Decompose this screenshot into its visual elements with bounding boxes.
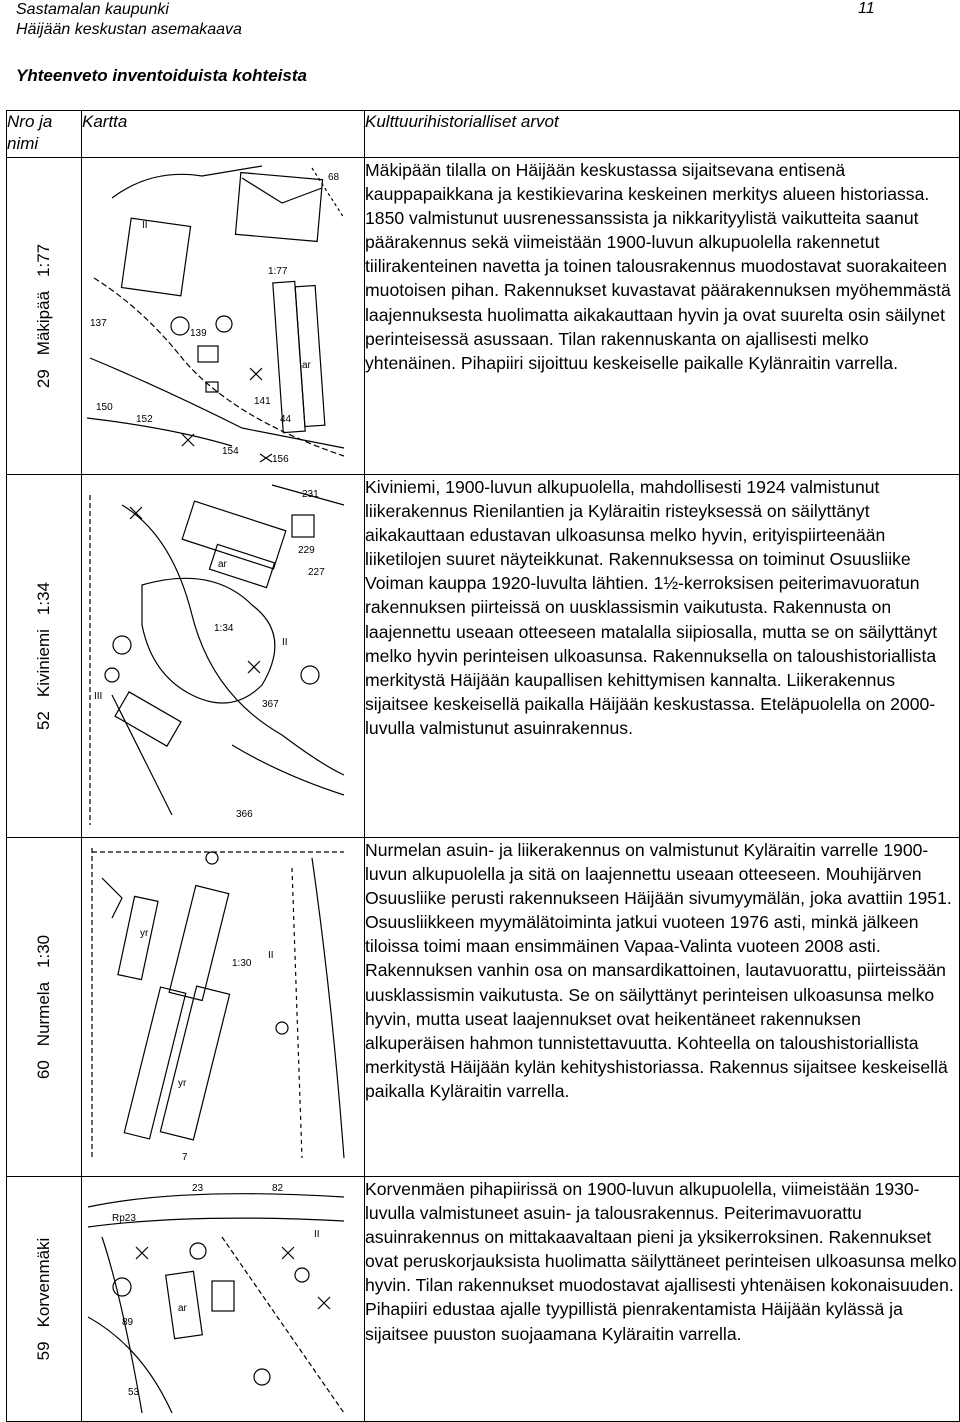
map-label: 154 [222,446,239,457]
map-label: 68 [328,172,340,183]
map-label: 152 [136,414,153,425]
table-row [7,158,960,475]
header-municipality: Sastamalan kaupunki [16,1,169,18]
map-label: III [94,691,103,702]
site-name: 52Kiviniemi1:34 [34,581,53,731]
col-header-map: Kartta [82,111,365,158]
cultural-value-text: Nurmelan asuin- ja liikerakennus on valmistunut Kyläraitin varrelle 1900-luvun alkupuolella ja sitä on laajennettu useaan otteeseen. Mouhijärven Osuusliike perusti rakennukseen Häijään sivumyymälän, joka avattiin 1951. Osuusliikkeen myymälätoiminta jatkui vuoteen 1976 asti, minkä jälkeen tiloissa toimi maan ensimmäinen Vapaa-Valinta vuoteen 2008 asti. Rakennuksen vanhin osa on mansardikattoinen, lautavuorattu, piirteissään uusklassismin vaikutusta. Se on säilyttänyt perinteisen ulkoasunsa melko hyvin, mutta useat laajennukset ovat heikentäneet rakennuksen alkuperäisen hahmon tunnistettavuutta. Kohteella on taloushistoriallista merkitystä Häijään kylän kehityshistoriassa. Rakennus sijaitsee keskeisellä paikalla Kyläraitin varrella. [365,838,960,1177]
map-label: 1:30 [232,958,252,969]
map-label: 231 [302,489,319,500]
name-cell [7,475,82,838]
map-label: 367 [262,699,279,710]
map-label: 229 [298,545,315,556]
map-label: 227 [308,567,325,578]
map-label: 89 [122,1317,134,1328]
map-label: II [142,220,148,231]
map-cell [82,838,365,1177]
name-cell [7,158,82,475]
cultural-value-text: Mäkipään tilalla on Häijään keskustassa sijaitsevana entisenä kauppapaikkana ja kestikievarina keskeinen merkitys alueen historiassa. 1850 valmistunut uusrenessanssista ja nikkarityylistä vaikutteita saanut päärakennus sekä viimeistään 1900-luvun alkupuolella rakennetut tiilirakenteinen navetta ja toinen talousrakennus muodostavat suorakaiteen muotoisen pihan. Rakennukset kuvastavat päärakennuksen myöhemmästä laajennuksesta huolimatta aikakauttaan hyvin ja ovat suurelta osin säilynet perinteisessä asussaan. Tilan rakennuskanta on ajallisesti melko yhtenäinen. Pihapiiri sijoittuu keskeiselle paikalle Kylänraitin varrella. [365,158,960,475]
name-cell [7,1177,82,1422]
map-label: yr [140,928,149,939]
map-label: 139 [190,328,207,339]
name-cell [7,838,82,1177]
map-cell [82,158,365,475]
site-map-makipaa [82,158,354,464]
map-label: ar [218,559,227,570]
map-label: 44 [280,414,292,425]
site-map-kiviniemi [82,475,354,829]
table-row [7,1177,960,1422]
header-plan-name: Häijään keskustan asemakaava [16,21,242,38]
site-name: 29Mäkipää1:77 [34,243,53,389]
map-label: 141 [254,396,271,407]
map-cell [82,1177,365,1422]
site-name: 59Korvenmäki [34,1237,53,1361]
page-title: Yhteenveto inventoiduista kohteista [16,66,307,85]
map-label: 137 [90,318,107,329]
map-label: ar [178,1303,187,1314]
map-label: 366 [236,809,253,820]
map-label: II [314,1229,320,1240]
map-label: Rp23 [112,1213,136,1224]
map-label: 1:77 [268,266,288,277]
map-label: ar [302,360,311,371]
site-map-nurmela [82,838,354,1168]
map-label: II [268,950,274,961]
cultural-value-text: Kiviniemi, 1900-luvun alkupuolella, mahdollisesti 1924 valmistunut liikerakennus Rienilantien ja Kyläraitin risteyksessä on säilyttänyt aikakauttaan edustavan ulkoasunsa melko hyvin, erityispiirteenään liiketilojen suuret näyteikkunat. Rakennuksessa on toiminut Osuusliike Voiman kauppa 1920-luvulta lähtien. 1½-kerroksisen peiterimavuoratun rakennuksen piirteissä on uusklassismin vaikutusta. Rakennusta on laajennettu useaan otteeseen matalalla siipiosalla, mutta se on säilyttänyt melko hyvin perinteisen ulkoasunsa. Rakennuksella on taloushistoriallista merkitystä Häijään kaupallisen kehittymisen kannalta. Liikerakennus sijaitsee keskeisellä paikalla Häijään keskustassa. Eteläpuolella on 2000-luvulla valmistunut asuinrakennus. [365,475,960,838]
map-cell [82,475,365,838]
table-row [7,838,960,1177]
cultural-value-text: Korvenmäen pihapiirissä on 1900-luvun alkupuolella, viimeistään 1930-luvulla valmistuneet asuin- ja talousrakennus. Peiterimavuorattu asuinrakennus on mittakaavaltaan pieni ja yksikerroksinen. Rakennukset ovat peruskorjauksista huolimatta säilyttäneet perinteisen ulkoasunsa melko hyvin. Tilan rakennukset muodostavat ajallisesti yhtenäisen kokonaisuuden. Pihapiiri edustaa ajalle tyypillistä pienrakentamista Häijään kylässä ja sijaitsee puuston suojaamana Kyläraitin varrella. [365,1177,960,1422]
site-map-korvenmaki [82,1177,354,1413]
site-name: 60Nurmela1:30 [34,934,53,1080]
map-label: yr [178,1078,187,1089]
map-label: 1:34 [214,623,234,634]
map-label: 156 [272,454,289,464]
col-header-number-name: Nro ja nimi [7,111,82,158]
map-label: 150 [96,402,113,413]
map-label: II [282,637,288,648]
map-label: 53 [128,1387,140,1398]
table-row [7,475,960,838]
table-header-row [7,111,960,158]
map-label: 23 [192,1183,204,1194]
col-header-cultural-values: Kulttuurihistorialliset arvot [365,111,960,158]
map-label: 82 [272,1183,284,1194]
map-label: 7 [182,1152,188,1163]
inventory-table [6,110,960,1422]
page-number: 11 [858,0,875,17]
